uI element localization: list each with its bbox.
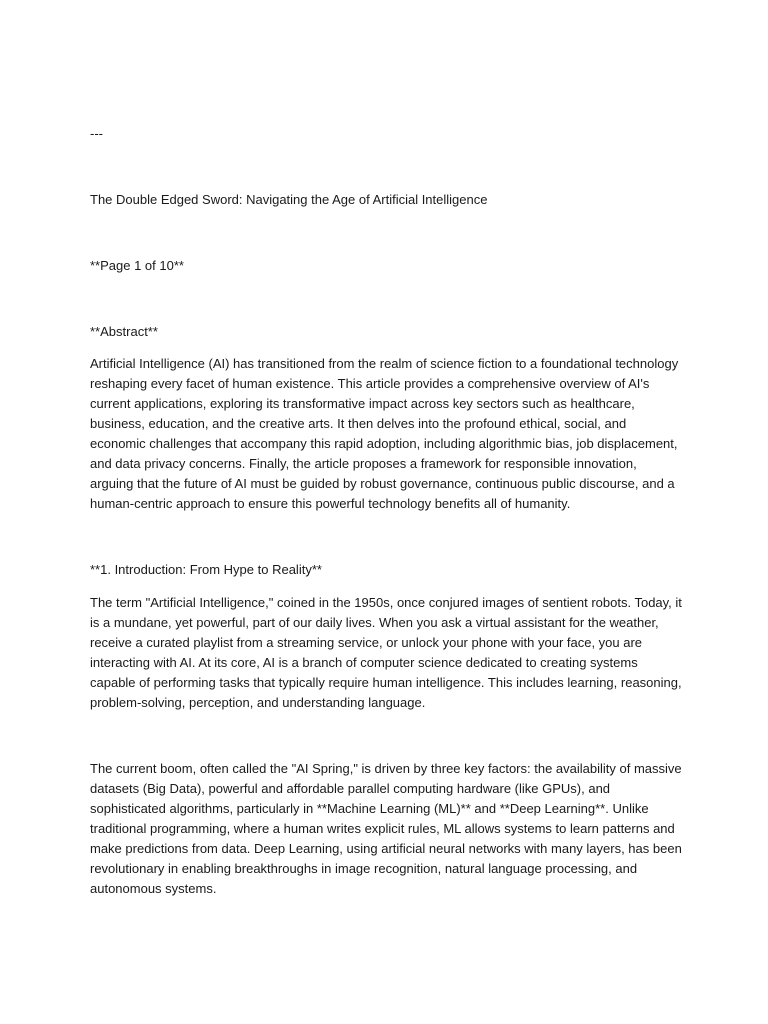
separator-line: --- <box>90 126 103 141</box>
introduction-paragraph-1: The term "Artificial Intelligence," coined in the 1950s, once conjured images of sentient robots. Today, it is a mundane, yet powerful, part of our daily lives. When you ask a virtual assistant for the weather, receive a curated playlist from a streaming service, or unlock your phone with your face, you are interacting with AI. At its core, AI is a branch of computer science dedicated to creating systems capable of performing tasks that typically require human intelligence. This includes learning, reasoning, problem-solving, perception, and understanding language. <box>90 595 682 710</box>
introduction-heading: **1. Introduction: From Hype to Reality** <box>90 562 322 577</box>
page-indicator: **Page 1 of 10** <box>90 258 184 273</box>
introduction-paragraph-2: The current boom, often called the "AI Spring," is driven by three key factors: the availability of massive datasets (Big Data), powerful and affordable parallel computing hardware (like GPUs), and sophisticated algorithms, particularly in **Machine Learning (ML)** and **Deep Learning**. Unlike traditional programming, where a human writes explicit rules, ML allows systems to learn patterns and make predictions from data. Deep Learning, using artificial neural networks with many layers, has been revolutionary in enabling breakthroughs in image recognition, natural language processing, and autonomous systems. <box>90 761 682 896</box>
abstract-paragraph: Artificial Intelligence (AI) has transitioned from the realm of science fiction to a foundational technology reshaping every facet of human existence. This article provides a comprehensive overview of AI's current applications, exploring its transformative impact across key sectors such as healthcare, business, education, and the creative arts. It then delves into the profound ethical, social, and economic challenges that accompany this rapid adoption, including algorithmic bias, job displacement, and data privacy concerns. Finally, the article proposes a framework for responsible innovation, arguing that the future of AI must be guided by robust governance, continuous public discourse, and a human-centric approach to ensure this powerful technology benefits all of humanity. <box>90 356 679 511</box>
document-title: The Double Edged Sword: Navigating the Age of Artificial Intelligence <box>90 192 488 207</box>
abstract-heading: **Abstract** <box>90 324 158 339</box>
